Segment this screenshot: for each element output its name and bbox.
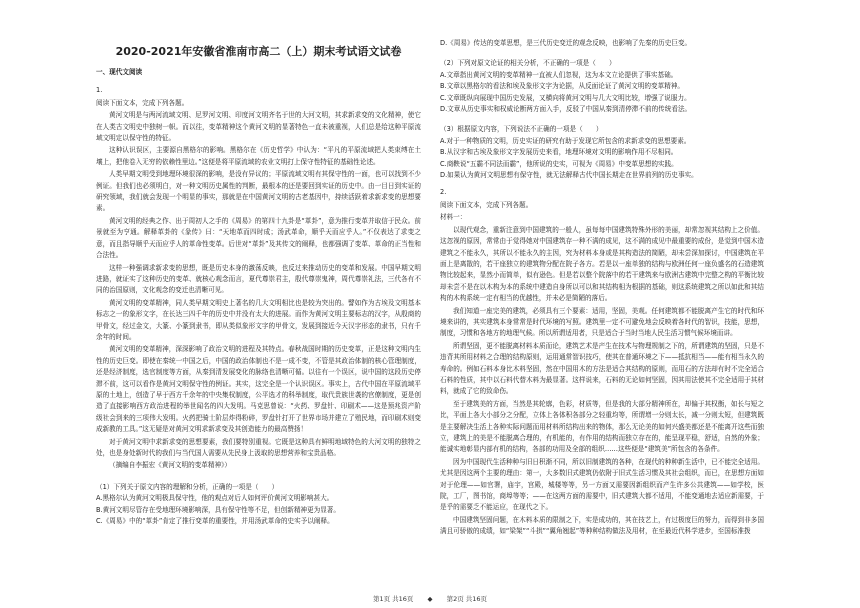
paragraph: 这种认识误区，主要源自黑格尔的影响。黑格尔在《历史哲学》中认为：“平凡的平原流域把人类束缚在土壤上，把他卷入无穷的依赖性里边。”这便是将平原流域的农业文明打上保守性特征的基础性论述。	[96, 146, 421, 166]
document-title: 2020-2021年安徽省淮南市高二（上）期末考试语文试卷	[115, 45, 402, 58]
option: D.《周易》传达的变革思想，是三代历史变迁的观念反映，也影响了先秦的历史巨变。	[440, 39, 692, 47]
paragraph: 因为中国现代生活种种与旧日积渐不同，所以旧制建筑的各种，在现代的种种新生活中，已不能完全适用。尤其是因这两个主要的理由：第一，大多数旧式建筑仍依附于旧式生活习惯及其社会组织，而已，在思想方面如对于伦理——如官署，庙宇，宫殿，城楼等等，另一方面又需要因新组织而产生许多公共建筑——如学校，医院，工厂，图书馆，商埠等等；——在这两方面的需要中，旧式建筑大都不适用，不能变通地去适应新需要，于是乎的需要乏不能运应，在现代之下。	[440, 457, 764, 512]
option: B.从汉字和古埃及象形文字发展历史来看，地理环境对文明的影响作用不尽相同。	[440, 148, 678, 157]
option: B.黄河文明尽管存在受地理环境影响深，具有保守性等不足，但创新精神更为显著。	[96, 505, 340, 514]
page-number-left: 第1页 共16页	[372, 595, 414, 603]
page-number-right: 第2页 共16页	[446, 595, 488, 603]
paragraph: 黄河文明是与两河流域文明、尼罗河文明、印度河文明齐名于世的大河文明，其求新求变的文化精神，使它在人类古文明史中独树一帜。而以往，变革精神这个黄河文明的显著特色一直未被重视，人们总是给这种平原流域文明定以保守性的特征。	[96, 111, 421, 143]
paragraph: 我们知道一座完美的建筑，必须具有三个要素：适用，坚固，美观。任何建筑都不能脱离产生它的时代和环境来讲的，其实建筑本身常常是时代环境的写照。建筑里一定不可避免地会反映着各时代的智识，技能，思想，制度，习惯和各地方的地理气候。所以所谓适用者，只是适合于当时当地人民生活习惯气候环境而讲。	[440, 306, 764, 338]
question-stem: （1）下列关于原文内容的理解和分析，正确的一项是（ ）	[96, 482, 279, 491]
option: C.《周易》中的“革卦”肯定了推行变革的重要性，并用汤武革命的史实予以阐释。	[96, 517, 334, 526]
option: A.黑格尔认为黄河文明极具保守性，他的观点对后人如何评价黄河文明影响甚大。	[96, 494, 334, 503]
option: A.文章指出黄河文明的变革精神一直被人们忽视，这为本文立论提供了事实基础。	[440, 70, 678, 79]
paragraph: 中国建筑坚固问题，在木料本质的限制之下，实是成功的，其在技艺上，有过极度巨的努力，而得到非多国满且可骄傲的成绩，如“梁架”“斗拱”“翼角翘起”等种种结构做法及用材，在至最近代科学进步，至国标准拨	[440, 515, 764, 536]
paragraph: 黄河文明的变革精神，深深影响了政治文明的进程及其特点。春秋战国时期的历史变革，正是这种文明内生性的历史巨变。即使在秦统一中国之后，中国的政治体制也不是一成不变，不管是其政治体制的核心管理制度，还是经济制度，选官制度等方面，从秦到清发展变化的脉络也清晰可循。以往有一个误区，说中国的这段历史停滞不前，这可以看作是黄河文明保守性的例证。其实，这完全是一个认识误区。事实上，古代中国在平原流域平原的土地上，创造了早于西方千余年的中央集权制度，公平选才的科举制度，取代贵族世袭的官僚制度，更是创造了直接影响西方政治进程的举世闻名的四大发明。马克思曾说：“火药、罗盘针、印刷术——这是预兆资产阶级社会到来的三项伟大发明。火药把骑士阶层炸得粉碎，罗盘针打开了世界市场并建立了殖民地，而印刷术则变成新教的工具。”这无疑是对黄河文明求新求变及其创造能力的最高赞扬！	[96, 345, 421, 434]
option: D.文章从历史事实和权威论断两方面入手，反驳了中国从秦到清停滞不前的传统看法。	[440, 105, 692, 114]
page-footer	[0, 594, 860, 603]
paragraph: 以现代观念，重新注意到中国建筑的一般人，虽每每中国建筑特殊外形的美丽，却常忽视其结构上之价值。这忽视的原因，常常由于觉得她对中国建筑存一种不满的成见，这不满的成见中最重要的成份，是觉到中国木造建筑之不能永久，其所以不能永久的主因，究为材料本身或是其构造法的简陋，却未尝深加探讨，中国建筑在平面上是离散的，若干座独立的建筑物分配在院子各方。若是以一座单独的结构与欧洲任何一座负盛名的石造建筑物比较起来，显然小而简单，似有逊色。但是若以整个院落中的若干建筑来与欧洲古建筑中完整之构的平衡比较却未尝不是在以木构为本的系统中建造自身所以可以和其结构相为根据的基础，则这系统建筑之所以如此和其结构的木构系统一定有相当的优越性，并未必是简陋的落后。	[440, 225, 764, 303]
paragraph: 所谓坚固，更不能脱离材料本质而论，建筑艺术是产生在技术与物理规制之下的，所谓建筑的坚固，只是不违背其所用材料之合理的结构原则，运用通常智识技巧，使其在普通环境之下——抵抗相当——能有相当永久的寿命的。例如石料本身比木料坚固，然在中国用木的方法是适合其结构的原则，而用石的方法却有时不完全适合石料的性质，其中以石料代替木料为最显著。这样说来，石料的无论如何坚固，因其用法使其不完全适用于其材料，就成了它的致命伤。	[440, 341, 764, 396]
option: B.文章以黑格尔的看法和埃及象形文字为论据，从反面论证了黄河文明的变革精神。	[440, 82, 684, 91]
section-heading: 一、现代文阅读	[96, 68, 143, 76]
option: A.对于一种物质的文明，历史实证的研究有助于发现它所包含的求新求变的思想要素。	[440, 136, 691, 145]
question-number: 2.	[440, 188, 447, 197]
instruction: 阅读下面文本，完成下列各题。	[440, 200, 533, 209]
source-note: （摘编自李振宏《黄河文明的变革精神》）	[109, 461, 231, 470]
footer-separator: ◆	[427, 595, 433, 603]
option: D.如果认为黄河文明思想有保守性，就无法解释古代中国长期走在世界前列的历史事实。	[440, 171, 698, 180]
paragraph: 对于黄河文明中求新求变的思想要素，我们要特别重视。它既是这种具有鲜明地域特色的大河文明的独特之处，也是身处新时代的我们与当代国人需要从先民身上汲取的思想营养和宝贵品格。	[96, 437, 421, 457]
paragraph: 人类早期文明受到地理环境很深的影响，是没有异议的；平原流域文明有其保守性的一面，也可以找到不少例证。但我们也必须明白，对一种文明历史属性的判断，最根本的还是要回到实证的历史中。由一目日到实证的研究领域，我们就会发现一个明显的事实，那就是在中国黄河文明的古老基因中，持续活跃着求新求变的思想要素。	[96, 170, 421, 213]
instruction: 阅读下面文本，完成下列各题。	[96, 98, 189, 107]
question-stem: （2）下列对原文论证的相关分析，不正确的一项是（ ）	[440, 59, 616, 68]
paragraph: 这样一种强调求新求变的思想，既是历史本身的激荡反映，也反过来推动历史的变革和发展。中国早期文明进路，就证实了这种历史的变革、就核心观念而言，夏代尊崇君主，殷代尊崇鬼神，周代尊崇礼法，三代各有不同的治国原则，文化观念的变迁也清晰可见。	[96, 263, 421, 295]
question-stem: （3）根据原文内容，下列说法不正确的一项是（ ）	[440, 125, 603, 134]
question-number: 1.	[96, 86, 103, 95]
paragraph: 黄河文明的变革精神，同人类早期文明史上著名的几大文明相比也是较为突出的。譬如作为古埃及文明基本标志之一的象形文字，在长达三四千年的历史中并没有太大的进展。而作为黄河文明主要标志的汉字，从殷商的甲骨文，经过金文，大篆、小篆到隶书，即从类似象形文字的甲骨文，发展到接近今天汉字形态的隶书，只有千余年的时间。	[96, 298, 421, 341]
right-page	[427, 0, 860, 608]
material-label: 材料一：	[440, 213, 467, 222]
paragraph: 至于建筑美的方面，当然是其轮廓，色彩，材质等，但是我的大部分精神所在，却偏于其权衡，如长与短之比，平面上各大小部分之分配，立体上各体积各部分之轻重均等，所谓增一分则太长，减一分则太短，但建筑既是主要解决生活上各种实际问题而用材料所结构出来的物体，那么无论美的如何兴盛美都还是不能离开这些而独立，建筑上的美是不能脱离合理的，有机能的，有作用的结构而独立存在的，能呈现平稳，舒适，自然的外象；能诚实地彰显内部有机的结构，各部的功用及全部的组织……这些便是“建筑美”所包含的各条件。	[440, 399, 764, 454]
right-column	[440, 34, 764, 588]
option: C.文章既纵向展现中国历史发展，又横向将黄河文明与几大文明比较，增强了说服力。	[440, 93, 691, 102]
left-column	[96, 34, 421, 588]
option: C.商鞅说“五霸不同法而霸”，他所说的史实，可视为《周易》中变革思想的实践。	[440, 159, 678, 168]
paragraph: 黄河文明的经典之作、出于周初人之手的《周易》的第四十九卦是“革卦”，意为推行变革并取信于民众。前景就至为亨通。解释革卦的《彖传》曰：“天地革而四时成；汤武革命，顺乎天而应乎人。”不仅表达了求变之意，而且指导顺乎天而应乎人的革命性变革。后世对“革卦”及其传文的阐释，也都强调了变革、革命的正当性和合法性。	[96, 216, 421, 260]
